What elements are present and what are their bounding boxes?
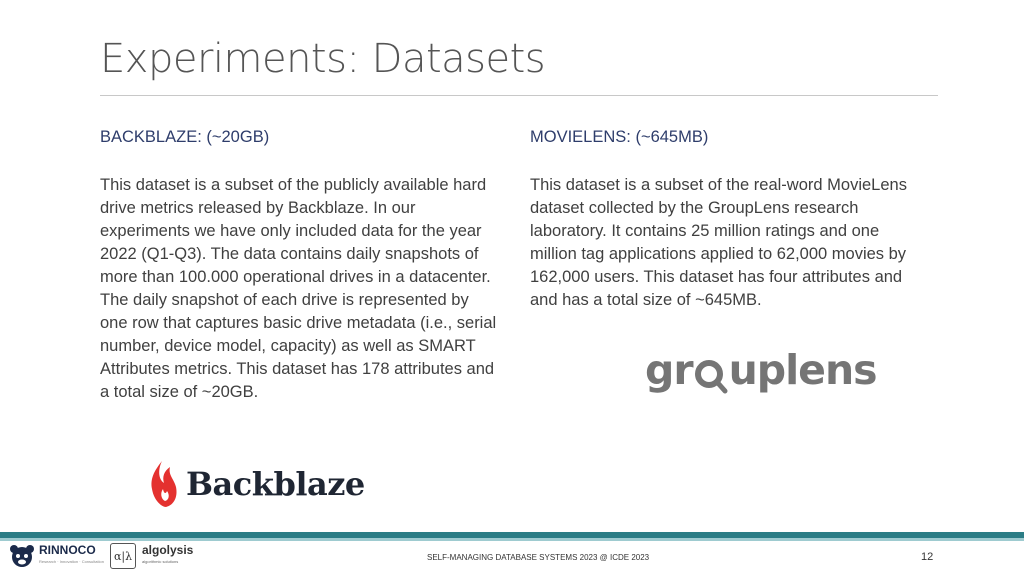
movielens-heading: MOVIELENS: (~645MB) xyxy=(530,128,709,146)
title-divider xyxy=(100,95,938,96)
algolysis-name: algolysis xyxy=(142,543,194,557)
rinnoco-name: RINNOCO xyxy=(39,543,96,557)
backblaze-wordmark: Backblaze xyxy=(186,465,365,503)
grouplens-wordmark-end: uplens xyxy=(728,346,877,394)
algolysis-wordmark xyxy=(142,545,193,567)
grouplens-magnifier-icon xyxy=(694,356,728,392)
rinnoco-mascot-icon xyxy=(8,543,36,569)
slide-title: Experiments: Datasets xyxy=(100,36,546,82)
backblaze-logo xyxy=(148,458,365,510)
backblaze-heading: BACKBLAZE: (~20GB) xyxy=(100,128,270,146)
rinnoco-wordmark xyxy=(39,544,104,568)
grouplens-wordmark-start: gr xyxy=(645,346,693,394)
backblaze-description: This dataset is a subset of the publicly available hard drive metrics released by Backblaze. In our experiments we have only included data for the year 2022 (Q1-Q3). The data contains daily snapshots of more than 100.000 operational drives in a datacenter. The daily snapshot of each drive is represented by one row that captures basic drive metadata (i.e., serial number, device model, capacity) as well as SMART Attributes metrics. This dataset has 178 attributes and a total size of ~20GB. xyxy=(100,176,497,401)
backblaze-flame-icon xyxy=(148,459,180,509)
grouplens-logo xyxy=(645,345,877,395)
movielens-description: This dataset is a subset of the real-word MovieLens dataset collected by the GroupLens research laboratory. It contains 25 million ratings and one million tag applications applied to 62,000 movies by 162,000 users. This dataset has four attributes and and has a total size of ~645MB. xyxy=(530,176,907,309)
rinnoco-tagline: Research · Innovation · Consultation xyxy=(39,559,104,564)
algolysis-tagline: algorithmic solutions xyxy=(142,559,179,564)
footer-conference-text: SELF-MANAGING DATABASE SYSTEMS 2023 @ ICDE 2023 xyxy=(427,553,650,562)
rinnoco-logo xyxy=(8,543,104,569)
movielens-column xyxy=(530,128,930,312)
algolysis-mark: α|λ xyxy=(110,543,136,569)
page-number: 12 xyxy=(921,551,934,563)
backblaze-column xyxy=(100,128,500,404)
algolysis-logo xyxy=(110,543,193,569)
footer-accent-band-light xyxy=(0,538,1024,541)
